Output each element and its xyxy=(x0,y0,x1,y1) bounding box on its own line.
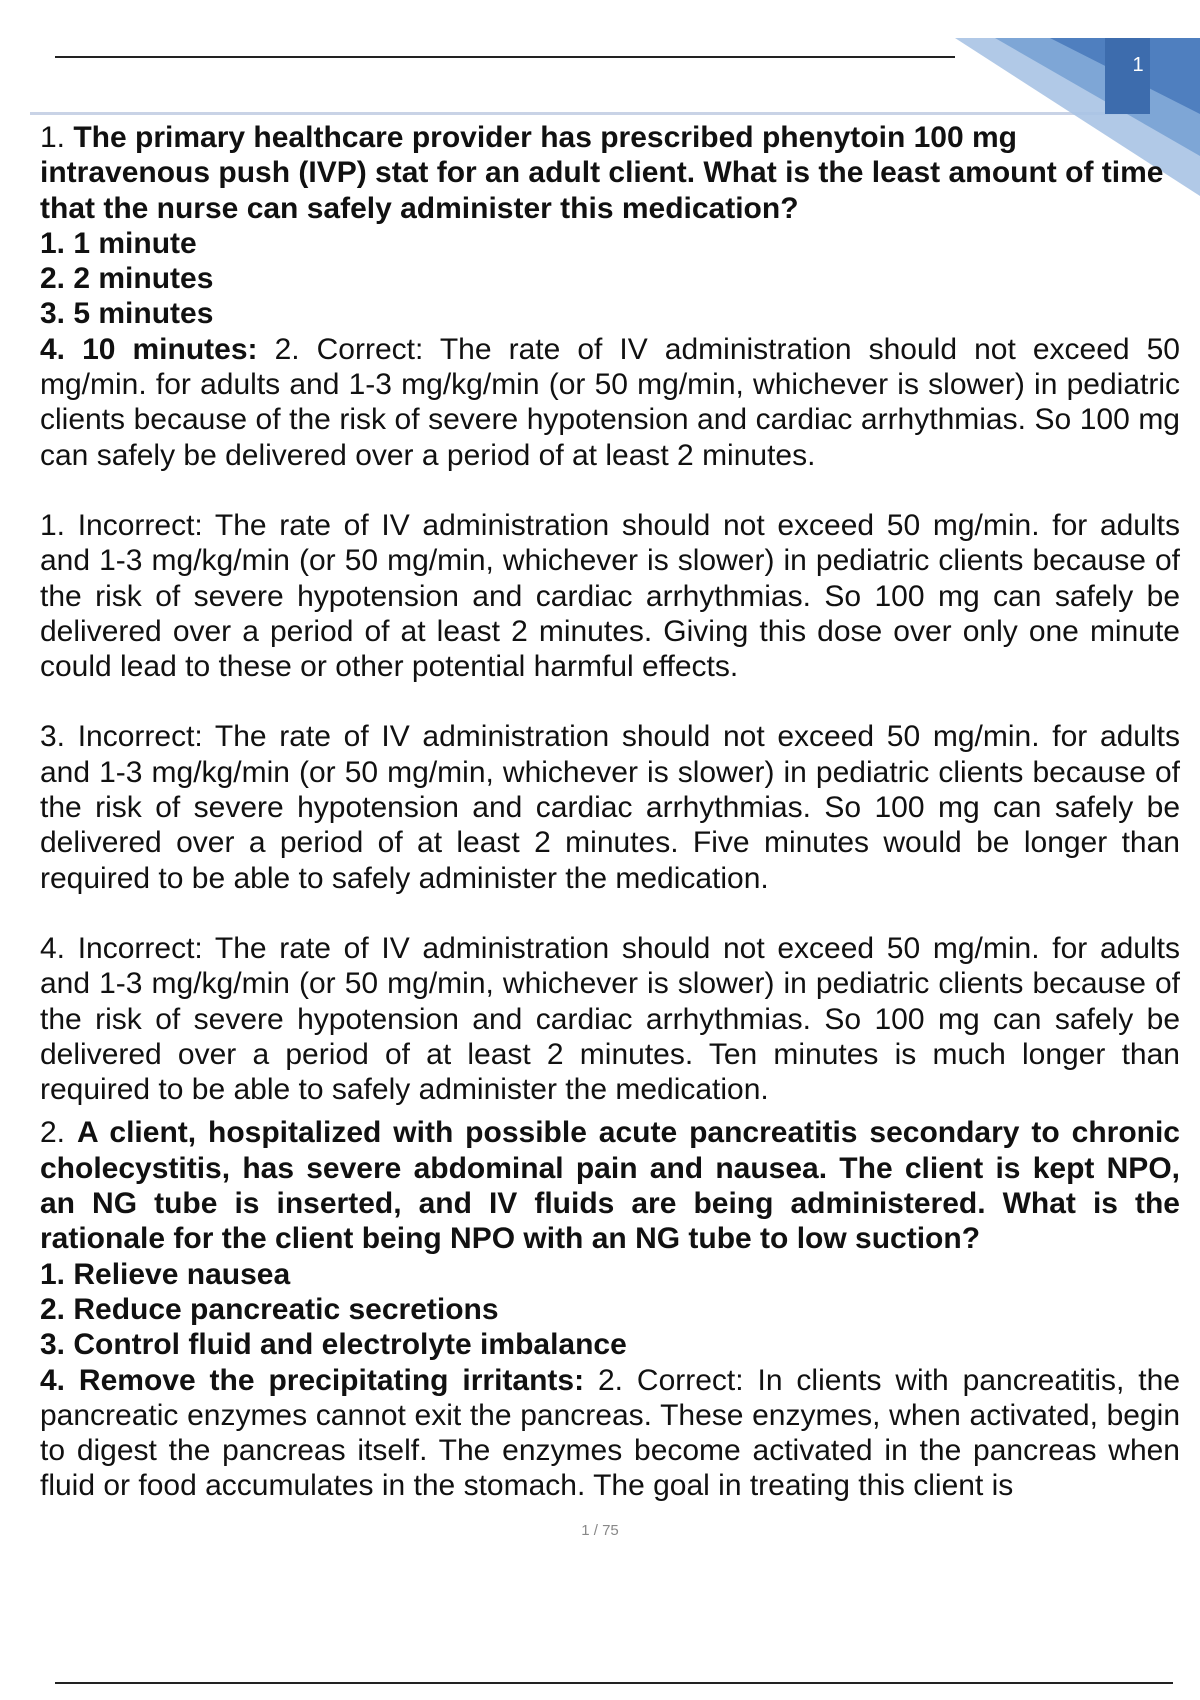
document-body xyxy=(40,120,1180,1504)
option-4: 4. 10 minutes: xyxy=(40,332,258,366)
answer-explanation xyxy=(40,1363,1180,1504)
answer-explanation xyxy=(40,332,1180,473)
question-text: A client, hospitalized with possible acute pancreatitis secondary to chronic cholecystitis, has severe abdominal pain and nausea. The client is kept NPO, an NG tube is inserted, and IV fluids are being administered. What is the rationale for the client being NPO with an NG tube to low suction? xyxy=(40,1116,1180,1256)
rationale-3: 3. Incorrect: The rate of IV administration should not exceed 50 mg/min. for adults and 1-3 mg/kg/min (or 50 mg/min, whichever is slower) in pediatric clients because of the risk of severe hypotension and cardiac arrhythmias. So 100 mg can safely be delivered over a period of at least 2 minutes. Five minutes would be longer than required to be able to safely administer the medication. xyxy=(40,720,1180,895)
option-2: 2. Reduce pancreatic secretions xyxy=(40,1292,499,1326)
page-indicator: 1 / 75 xyxy=(581,1522,619,1539)
question-number: 1. xyxy=(40,121,74,154)
question-text: The primary healthcare provider has prescribed phenytoin 100 mg intravenous push (IVP) stat for an adult client. What is the least amount of time that the nurse can safely administer this medication? xyxy=(40,121,1164,225)
rationale-4: 4. Incorrect: The rate of IV administration should not exceed 50 mg/min. for adults and 1-3 mg/kg/min (or 50 mg/min, whichever is slower) in pediatric clients because of the risk of severe hypotension and cardiac arrhythmias. So 100 mg can safely be delivered over a period of at least 2 minutes. Ten minutes is much longer than required to be able to safely administer the medication. xyxy=(40,931,1180,1107)
question-2 xyxy=(40,1115,1180,1256)
option-1: 1. 1 minute xyxy=(40,226,197,260)
option-1: 1. Relieve nausea xyxy=(40,1257,291,1291)
question-1 xyxy=(40,120,1180,226)
question-number: 2. xyxy=(40,1116,77,1150)
header-rule xyxy=(55,56,955,58)
answer-text: 2. Correct: The rate of IV administration should not exceed 50 mg/min. for adults and 1-3 mg/kg/min (or 50 mg/min, whichever is slower) in pediatric clients because of the risk of severe hypotension and cardiac arrhythmias. So 100 mg can safely be delivered over a period of at least 2 minutes. xyxy=(40,332,1180,472)
footer-rule xyxy=(55,1682,1173,1684)
option-2: 2. 2 minutes xyxy=(40,262,214,296)
option-3: 3. 5 minutes xyxy=(40,297,214,331)
rationale-1: 1. Incorrect: The rate of IV administration should not exceed 50 mg/min. for adults and 1-3 mg/kg/min (or 50 mg/min, whichever is slower) in pediatric clients because of the risk of severe hypotension and cardiac arrhythmias. So 100 mg can safely be delivered over a period of at least 2 minutes. Giving this dose over only one minute could lead to these or other potential harmful effects. xyxy=(40,508,1180,684)
option-3: 3. Control fluid and electrolyte imbalance xyxy=(40,1328,627,1362)
option-4: 4. Remove the precipitating irritants: xyxy=(40,1363,585,1397)
answer-text: 2. Correct: In clients with pancreatitis, the pancreatic enzymes cannot exit the pancreas. These enzymes, when activated, begin to digest the pancreas itself. The enzymes become activated in the pancreas when fluid or food accumulates in the stomach. The goal in treating this client is xyxy=(40,1363,1180,1503)
page-number: 1 xyxy=(1132,54,1144,76)
